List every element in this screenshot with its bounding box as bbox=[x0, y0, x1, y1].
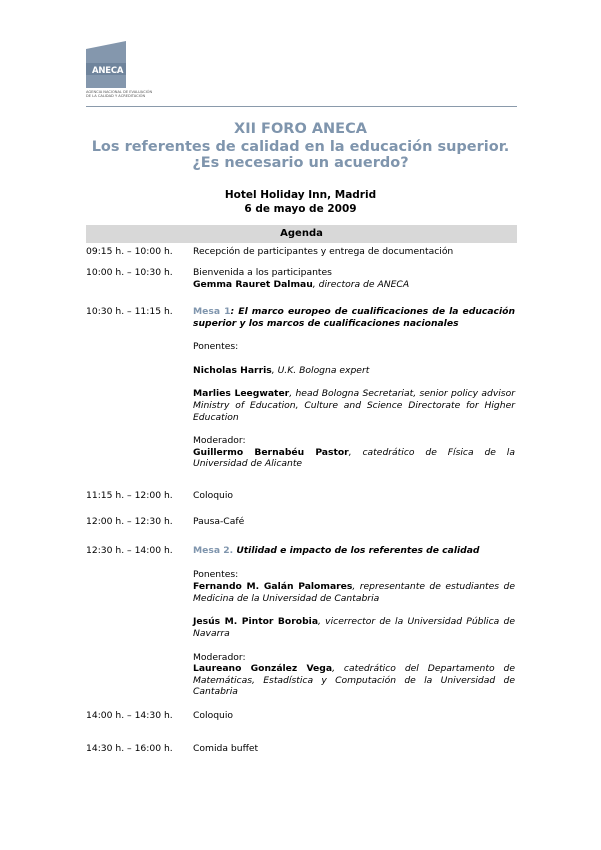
moderator-role: , catedrático del Departamento de Matemáticas, Estadística y Computación de la Universidad de Cantabria bbox=[193, 663, 515, 698]
speaker bbox=[193, 616, 515, 639]
agenda-content bbox=[193, 490, 515, 502]
agenda-time: 10:00 h. – 10:30 h. bbox=[86, 267, 173, 278]
moderator-name: Laureano González Vega bbox=[193, 663, 333, 675]
panel-label: Mesa 2. bbox=[193, 545, 234, 556]
aneca-logo bbox=[86, 41, 166, 103]
speaker bbox=[193, 365, 515, 377]
logo-subtitle bbox=[86, 90, 152, 99]
agenda-content bbox=[193, 246, 515, 258]
speaker-name: Fernando M. Galán Palomares bbox=[193, 581, 353, 593]
event-subtitle-line1: Los referentes de calidad en la educación superior. bbox=[91, 139, 510, 155]
agenda-text: Recepción de participantes y entrega de documentación bbox=[193, 246, 454, 257]
agenda-time: 12:30 h. – 14:00 h. bbox=[86, 545, 173, 556]
panel-title bbox=[193, 306, 515, 329]
moderator-role: , catedrático de Física de la Universidad de Alicante bbox=[193, 446, 515, 470]
logo-subtitle-line2: DE LA CALIDAD Y ACREDITACIÓN bbox=[86, 94, 146, 99]
moderator bbox=[193, 447, 515, 470]
agenda-time: 10:30 h. – 11:15 h. bbox=[86, 306, 173, 317]
speaker-role: , representante de estudiantes de Medicina de la Universidad de Cantabria bbox=[193, 581, 515, 604]
moderator bbox=[193, 663, 515, 698]
speakers-label: Ponentes: bbox=[193, 568, 239, 580]
moderator-label: Moderador: bbox=[193, 435, 246, 447]
speaker-name: Nicholas Harris bbox=[193, 364, 272, 376]
agenda-content bbox=[193, 710, 515, 722]
agenda-time: 11:15 h. – 12:00 h. bbox=[86, 490, 173, 501]
event-subtitle-line2: ¿Es necesario un acuerdo? bbox=[192, 155, 409, 171]
speakers-label: Ponentes: bbox=[193, 341, 239, 353]
header-divider bbox=[86, 106, 517, 107]
agenda-text: Bienvenida a los participantes bbox=[193, 267, 332, 278]
panel-topic: Utilidad e impacto de los referentes de calidad bbox=[233, 545, 480, 556]
agenda-content bbox=[193, 743, 515, 755]
agenda-time: 14:00 h. – 14:30 h. bbox=[86, 710, 173, 721]
panel-title bbox=[193, 545, 515, 557]
agenda-text: Coloquio bbox=[193, 710, 234, 721]
speaker-name: Gemma Rauret Dalmau bbox=[193, 278, 313, 290]
panel-topic: : El marco europeo de cualificaciones de la educación superior y los marcos de cualificaciones nacionales bbox=[193, 306, 516, 329]
moderator-name: Guillermo Bernabéu Pastor bbox=[193, 446, 349, 458]
agenda-content bbox=[193, 267, 515, 290]
agenda-text: Comida buffet bbox=[193, 743, 259, 754]
agenda-text: Pausa-Café bbox=[193, 516, 245, 527]
speaker bbox=[193, 279, 515, 291]
speaker-role: , directora de ANECA bbox=[312, 278, 410, 290]
agenda-content bbox=[193, 545, 515, 698]
agenda-content bbox=[193, 306, 515, 470]
panel-label: Mesa 1 bbox=[193, 306, 231, 317]
agenda-content bbox=[193, 516, 515, 528]
logo-wordmark: ANECA bbox=[92, 66, 124, 76]
moderator-label: Moderador: bbox=[193, 651, 246, 663]
event-title: XII FORO ANECA bbox=[234, 121, 367, 137]
venue: Hotel Holiday Inn, Madrid bbox=[224, 189, 377, 201]
agenda-time: 09:15 h. – 10:00 h. bbox=[86, 246, 173, 257]
logo-subtitle-line1: AGENCIA NACIONAL DE EVALUACIÓN bbox=[86, 90, 153, 94]
speaker-name: Jesús M. Pintor Borobia bbox=[193, 616, 319, 628]
agenda-time: 14:30 h. – 16:00 h. bbox=[86, 743, 173, 754]
speaker-role: , U.K. Bologna expert bbox=[271, 364, 370, 376]
speaker bbox=[193, 388, 515, 423]
agenda-time: 12:00 h. – 12:30 h. bbox=[86, 516, 173, 527]
speaker-role: , head Bologna Secretariat, senior policy advisor Ministry of Education, Culture and Science Directorate for Higher Education bbox=[193, 388, 515, 423]
agenda-heading: Agenda bbox=[86, 225, 517, 243]
speaker-role: , vicerrector de la Universidad Pública de Navarra bbox=[193, 616, 515, 639]
event-date: 6 de mayo de 2009 bbox=[244, 203, 357, 215]
agenda-text: Coloquio bbox=[193, 490, 234, 501]
speaker bbox=[193, 581, 515, 604]
speaker-name: Marlies Leegwater bbox=[193, 388, 290, 400]
